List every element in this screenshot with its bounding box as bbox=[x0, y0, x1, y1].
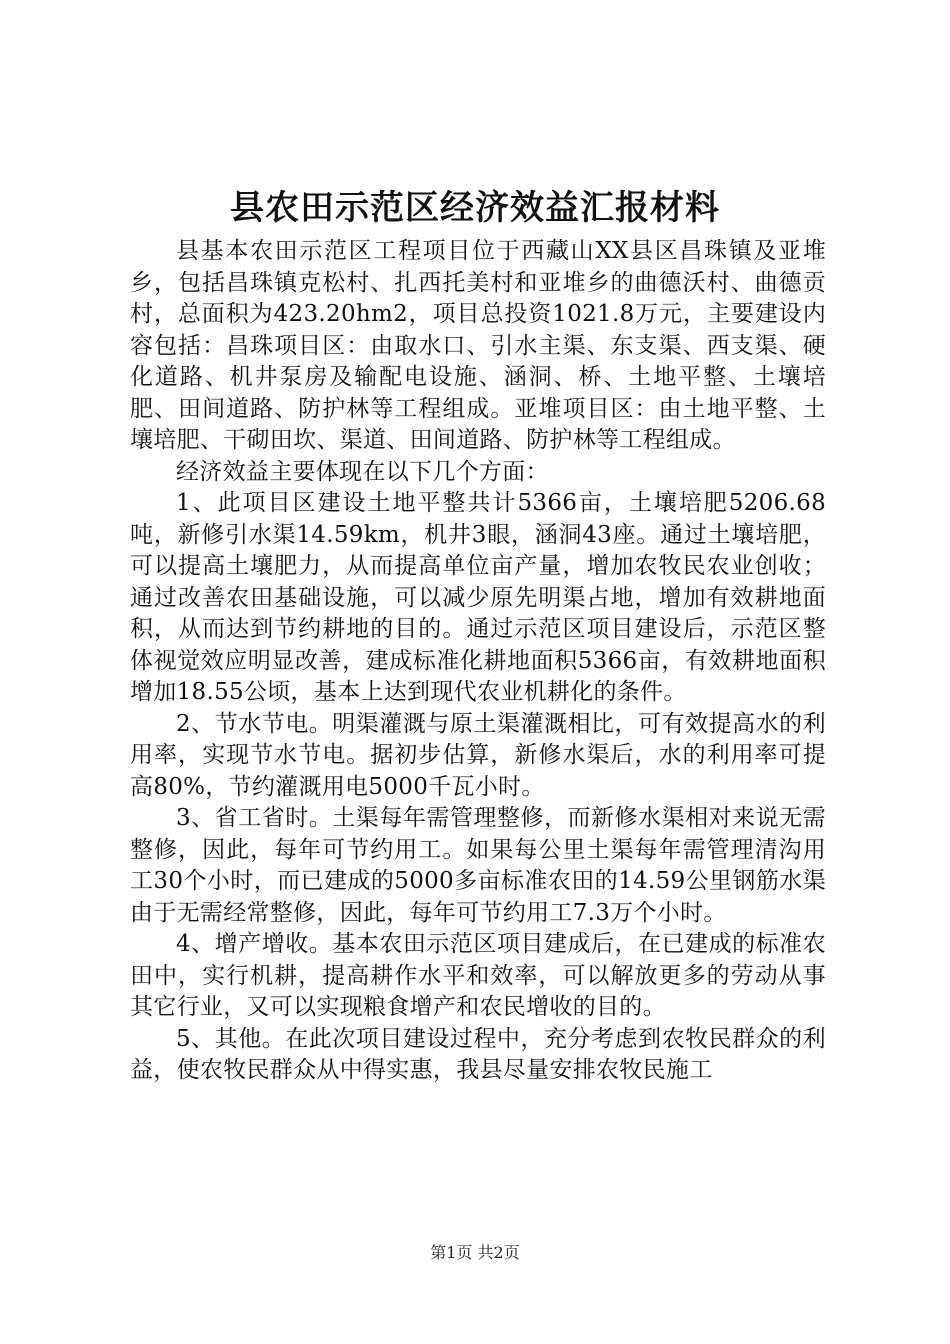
paragraph-item-1: 1、此项目区建设土地平整共计5366亩，土壤培肥5206.68吨，新修引水渠14.59km，机井3眼，涵洞43座。通过土壤培肥，可以提高土壤肥力，从而提高单位亩产量，增加农牧民农业创收；通过改善农田基础设施，可以减少原先明渠占地，增加有效耕地面积，从而达到节约耕地的目的。通过示范区项目建设后，示范区整体视觉效应明显改善，建成标准化耕地面积5366亩，有效耕地面积增加18.55公顷，基本上达到现代农业机耕化的条件。 bbox=[130, 490, 826, 705]
paragraph-item-5: 5、其他。在此次项目建设过程中，充分考虑到农牧民群众的利益，使农牧民群众从中得实惠，我县尽量安排农牧民施工 bbox=[130, 1025, 826, 1083]
document-body bbox=[130, 236, 826, 1087]
document-title: 县农田示范区经济效益汇报材料 bbox=[230, 188, 720, 228]
paragraph-item-4: 4、增产增收。基本农田示范区项目建成后，在已建成的标准农田中，实行机耕，提高耕作水平和效率，可以解放更多的劳动从事其它行业，又可以实现粮食增产和农民增收的目的。 bbox=[130, 931, 826, 1020]
paragraph-benefits-intro: 经济效益主要体现在以下几个方面： bbox=[176, 458, 549, 485]
paragraph-item-2: 2、节水节电。明渠灌溉与原土渠灌溉相比，可有效提高水的利用率，实现节水节电。据初步估算，新修水渠后，水的利用率可提高80%，节约灌溉用电5000千瓦小时。 bbox=[130, 710, 826, 800]
paragraph-item-3: 3、省工省时。土渠每年需管理整修，而新修水渠相对来说无需整修，因此，每年可节约用工。如果每公里土渠每年需管理清沟用工30个小时，而已建成的5000多亩标准农田的14.59公里钢筋水渠由于无需经常整修，因此，每年可节约用工7.3万个小时。 bbox=[130, 805, 826, 926]
paragraph-project-overview: 县基本农田示范区工程项目位于西藏山XX县区昌珠镇及亚堆乡，包括昌珠镇克松村、扎西托美村和亚堆乡的曲德沃村、曲德贡村，总面积为423.20hm2，项目总投资1021.8万元，主要建设内容包括：昌珠项目区：由取水口、引水主渠、东支渠、西支渠、硬化道路、机井泵房及输配电设施、涵洞、桥、土地平整、土壤培肥、田间道路、防护林等工程组成。亚堆项目区：由土地平整、土壤培肥、干砌田坎、渠道、田间道路、防护林等工程组成。 bbox=[130, 238, 826, 453]
page-number-footer: 第1页 共2页 bbox=[430, 1243, 520, 1262]
